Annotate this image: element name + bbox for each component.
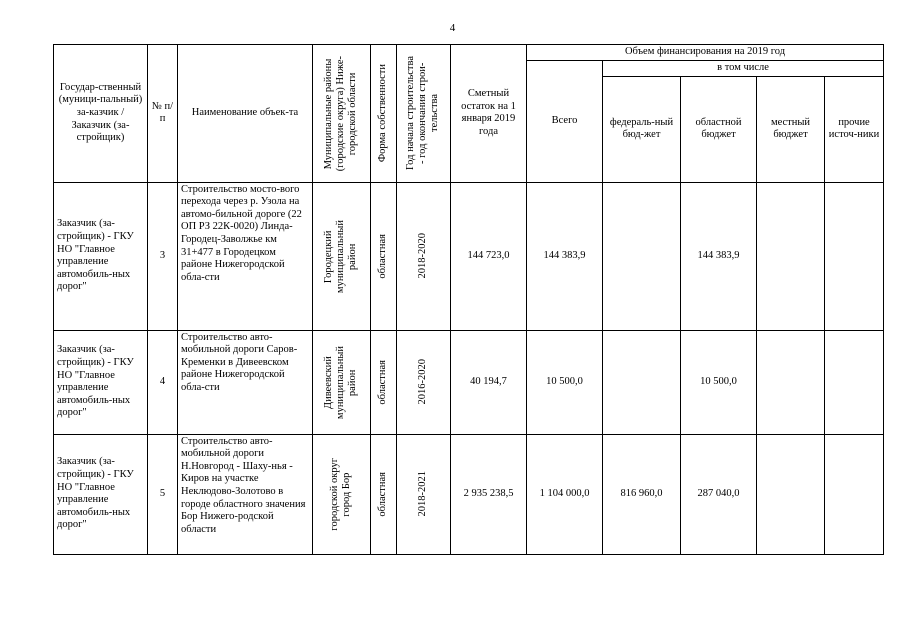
row-object: Строительство авто-мобильной дороги Н.Новгород - Шаху-нья - Киров на участке Неклюдово-Золотово в городе областного значения Бор Нижего-родской области — [178, 434, 313, 554]
row-estimate: 2 935 238,5 — [451, 434, 527, 554]
row-ownership: областная — [371, 330, 397, 434]
row-regional: 144 383,9 — [681, 182, 757, 330]
row-federal — [603, 182, 681, 330]
row-customer: Заказчик (за-стройщик) - ГКУ НО "Главное управление автомобиль-ных дорог" — [54, 330, 148, 434]
row-object: Строительство мосто-вого перехода через р. Узола на автомо-бильной дороге (22 ОП РЗ 22К-0020) Линда-Городец-Заволжье км 31+477 в Городецком районе Нижегородской обла-сти — [178, 182, 313, 330]
table-row — [54, 330, 884, 434]
row-local — [757, 330, 825, 434]
row-regional: 10 500,0 — [681, 330, 757, 434]
row-total: 10 500,0 — [527, 330, 603, 434]
row-other — [825, 182, 884, 330]
row-years: 2018-2020 — [397, 182, 451, 330]
row-district: Городецкий муниципальный район — [313, 182, 371, 330]
table-row — [54, 434, 884, 554]
header-other: прочие источ-ники — [825, 76, 884, 182]
row-local — [757, 434, 825, 554]
row-estimate: 40 194,7 — [451, 330, 527, 434]
header-customer: Государ-ственный (муници-пальный) за-казчик / Заказчик (за-стройщик) — [54, 45, 148, 183]
header-num: № п/п — [148, 45, 178, 183]
header-total: Всего — [527, 61, 603, 183]
row-num: 4 — [148, 330, 178, 434]
row-federal: 816 960,0 — [603, 434, 681, 554]
row-customer: Заказчик (за-стройщик) - ГКУ НО "Главное управление автомобиль-ных дорог" — [54, 182, 148, 330]
row-num: 5 — [148, 434, 178, 554]
header-ownership: Форма собственности — [371, 45, 397, 183]
row-ownership: областная — [371, 434, 397, 554]
header-years: Год начала строительства - год окончания строи- тельства — [397, 45, 451, 183]
header-regional: областной бюджет — [681, 76, 757, 182]
row-federal — [603, 330, 681, 434]
row-district: Дивеевский муниципальный район — [313, 330, 371, 434]
header-including: в том числе — [603, 61, 884, 77]
row-other — [825, 434, 884, 554]
row-object: Строительство авто-мобильной дороги Саров-Кременки в Дивеевском районе Нижегородской обла-сти — [178, 330, 313, 434]
header-object-name: Наименование объек-та — [178, 45, 313, 183]
row-estimate: 144 723,0 — [451, 182, 527, 330]
header-federal: федераль-ный бюд-жет — [603, 76, 681, 182]
row-total: 1 104 000,0 — [527, 434, 603, 554]
header-districts: Муниципальные районы (городские округа) Ниже- городской области — [313, 45, 371, 183]
row-other — [825, 330, 884, 434]
financing-table — [53, 44, 884, 555]
page-number: 4 — [449, 22, 456, 34]
row-total: 144 383,9 — [527, 182, 603, 330]
header-local: местный бюджет — [757, 76, 825, 182]
row-local — [757, 182, 825, 330]
row-years: 2016-2020 — [397, 330, 451, 434]
header-financing: Объем финансирования на 2019 год — [527, 45, 884, 61]
row-ownership: областная — [371, 182, 397, 330]
row-district: городской округ город Бор — [313, 434, 371, 554]
row-customer: Заказчик (за-стройщик) - ГКУ НО "Главное управление автомобиль-ных дорог" — [54, 434, 148, 554]
table-row — [54, 182, 884, 330]
row-regional: 287 040,0 — [681, 434, 757, 554]
row-num: 3 — [148, 182, 178, 330]
header-estimate: Сметный остаток на 1 января 2019 года — [451, 45, 527, 183]
row-years: 2018-2021 — [397, 434, 451, 554]
